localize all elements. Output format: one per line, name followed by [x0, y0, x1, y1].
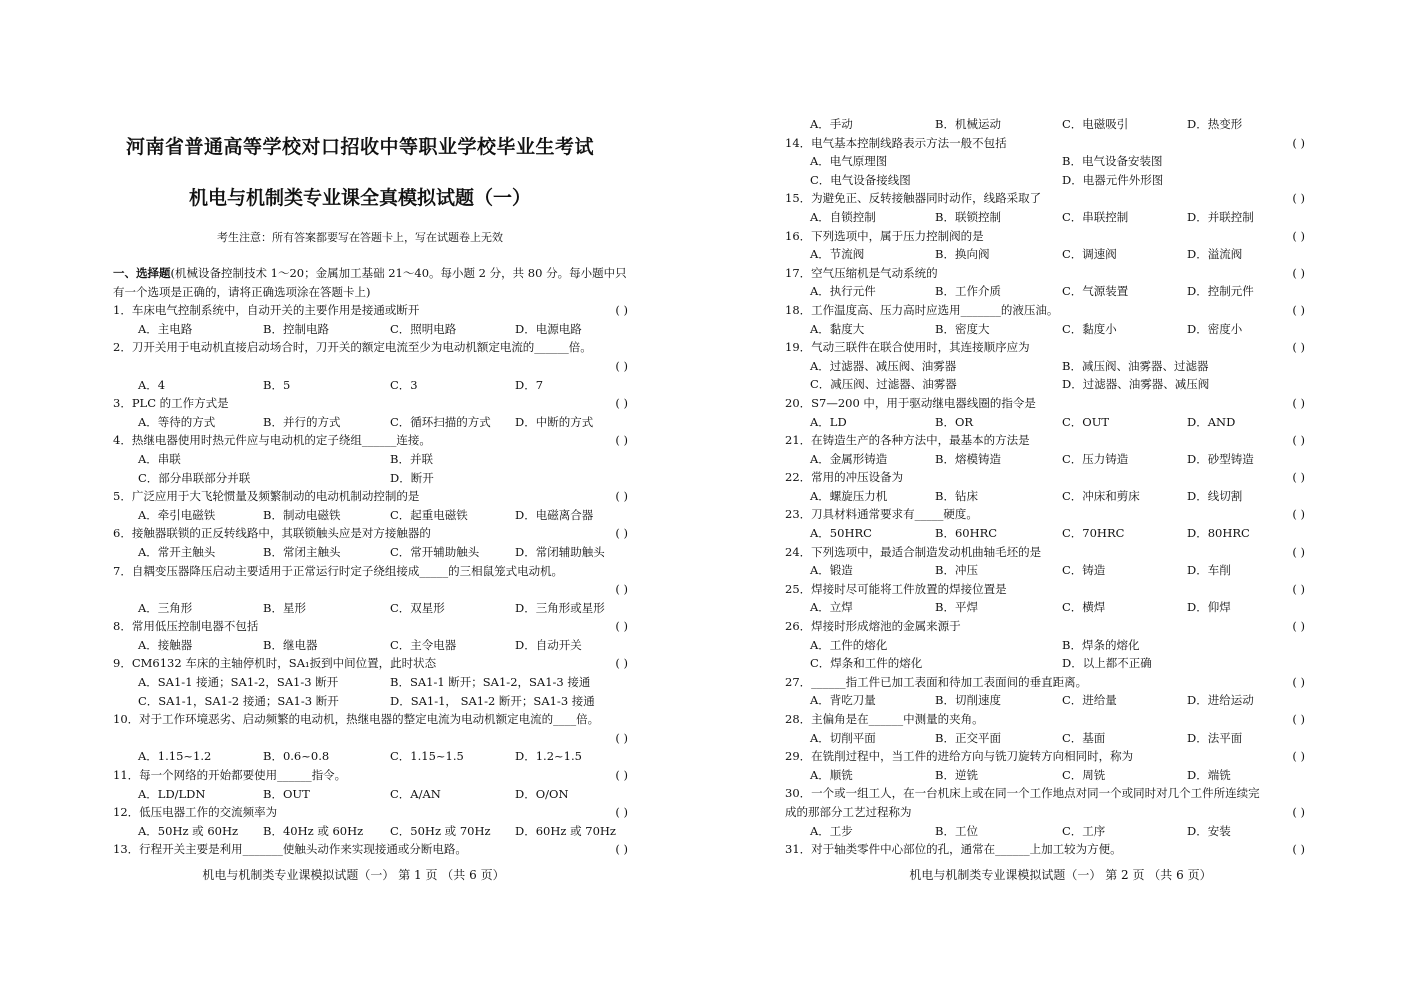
answer-bracket: ( ) [615, 619, 628, 634]
question-12-options [113, 822, 628, 841]
question-11-options [113, 785, 628, 804]
option-a: A．牵引电磁铁 [138, 507, 216, 522]
option-c: C．50Hz 或 70Hz [390, 823, 491, 838]
answer-bracket: ( ) [1292, 619, 1305, 634]
question-7 [113, 562, 628, 581]
option-d: D．80HRC [1187, 526, 1250, 541]
option-b: B．5 [263, 377, 291, 392]
option-d: D．1.2~1.5 [515, 749, 582, 764]
question-7-options [113, 599, 628, 618]
answer-bracket: ( ) [615, 842, 628, 857]
question-5-options [113, 506, 628, 525]
question-17 [785, 264, 1305, 283]
question-11 [113, 766, 628, 785]
option-b: B．工位 [935, 823, 978, 838]
question-text: 28．主偏角是在______中测量的夹角。 [785, 712, 984, 726]
option-c: C．气源装置 [1062, 284, 1129, 299]
question-13 [113, 840, 628, 859]
question-5 [113, 487, 628, 506]
question-text: 16．下列选项中，属于压力控制阀的是 [785, 228, 984, 243]
question-19-options-row1 [785, 357, 1305, 376]
answer-bracket: ( ) [1292, 191, 1305, 206]
question-12 [113, 803, 628, 822]
question-3-options [113, 413, 628, 432]
question-13-options [785, 115, 1305, 134]
option-c: C．循环扫描的方式 [390, 414, 491, 429]
question-15-options [785, 208, 1305, 227]
question-27-options [785, 691, 1305, 710]
question-14-options-row1 [785, 152, 1305, 171]
answer-bracket: ( ) [615, 768, 628, 783]
option-a: A．背吃刀量 [810, 693, 876, 708]
option-a: A．接触器 [138, 637, 193, 652]
answer-bracket: ( ) [1292, 842, 1305, 857]
option-d: D．AND [1187, 414, 1236, 429]
option-a: A．手动 [810, 117, 853, 131]
option-a: A．LD [810, 414, 847, 429]
option-b: B．减压阀、油雾器、过滤器 [1062, 358, 1209, 373]
option-b: B．工作介质 [935, 284, 1001, 299]
option-b: B．换向阀 [935, 247, 990, 262]
option-d: D．砂型铸造 [1187, 451, 1254, 466]
question-19 [785, 338, 1305, 357]
option-b: B．熔模铸造 [935, 451, 1001, 466]
option-b: B．电气设备安装图 [1062, 154, 1163, 169]
answer-bracket: ( ) [1292, 674, 1305, 689]
answer-bracket: ( ) [615, 358, 628, 373]
option-c: C．调速阀 [1062, 247, 1117, 262]
option-c: C．SA1-1，SA1-2 接通；SA1-3 断开 [138, 693, 339, 708]
option-b: B．密度大 [935, 321, 990, 336]
answer-bracket: ( ) [615, 805, 628, 820]
option-b: B．联锁控制 [935, 209, 1001, 224]
question-30 [785, 784, 1305, 803]
question-21-options [785, 450, 1305, 469]
option-d: D．三角形或星形 [515, 600, 605, 615]
question-text: 7．自耦变压器降压启动主要适用于正常运行时定子绕组接成_____的三相鼠笼式电动机。 [113, 563, 564, 578]
question-text: 4．热继电器使用时热元件应与电动机的定子绕组______连接。 [113, 433, 431, 448]
option-a: A．黏度大 [810, 321, 865, 336]
option-d: D．进给运动 [1187, 693, 1254, 708]
option-c: C．铸造 [1062, 563, 1106, 578]
option-a: A．切削平面 [810, 730, 876, 745]
question-24 [785, 543, 1305, 562]
answer-bracket: ( ) [1292, 804, 1305, 819]
question-28 [785, 710, 1305, 729]
answer-bracket: ( ) [1292, 340, 1305, 355]
exam-page-2 [707, 0, 1414, 999]
question-text: 21．在铸造生产的各种方法中，最基本的方法是 [785, 433, 1030, 448]
question-text: 2．刀开关用于电动机直接启动场合时，刀开关的额定电流至少为电动机额定电流的______倍。 [113, 340, 592, 355]
section-heading [113, 264, 628, 301]
option-a: A．常开主触头 [138, 544, 216, 559]
question-8 [113, 617, 628, 636]
exam-subtitle: 机电与机制类专业课全真模拟试题（一） [188, 187, 531, 209]
question-4 [113, 431, 628, 450]
option-c: C．电磁吸引 [1062, 117, 1129, 131]
option-a: A．串联 [138, 451, 181, 466]
option-b: B．常闭主触头 [263, 544, 341, 559]
option-c: C．OUT [1062, 414, 1110, 429]
answer-bracket: ( ) [1292, 544, 1305, 559]
option-c: C．主令电器 [390, 637, 457, 652]
question-10-options [113, 747, 628, 766]
option-d: D．常闭辅助触头 [515, 544, 605, 559]
option-d: D．仰焊 [1187, 600, 1231, 615]
answer-bracket: ( ) [615, 656, 628, 671]
question-list-page-2 [785, 115, 1305, 859]
section-title: 一、选择题 [113, 266, 171, 280]
answer-bracket: ( ) [615, 396, 628, 411]
option-b: B．OR [935, 414, 974, 429]
question-text: 19．气动三联件在联合使用时，其连接顺序应为 [785, 340, 1030, 355]
question-23-options [785, 524, 1305, 543]
option-c: C．串联控制 [1062, 209, 1129, 224]
option-d: D．断开 [390, 470, 434, 485]
question-10 [113, 710, 628, 729]
option-c: C．常开辅助触头 [390, 544, 480, 559]
option-a: A．螺旋压力机 [810, 488, 888, 503]
option-a: A．4 [138, 377, 166, 392]
option-b: B．平焊 [935, 600, 978, 615]
option-a: A．节流阀 [810, 247, 865, 262]
option-b: B．焊条的熔化 [1062, 637, 1140, 652]
answer-bracket: ( ) [1292, 507, 1305, 522]
question-list-page-1 [113, 264, 628, 859]
question-7-bracket-line [113, 580, 628, 599]
option-a: A．1.15~1.2 [138, 749, 212, 764]
question-text: 15．为避免正、反转接触器同时动作，线路采取了 [785, 191, 1042, 206]
question-18 [785, 301, 1305, 320]
question-20 [785, 394, 1305, 413]
option-b: B．钻床 [935, 488, 978, 503]
option-b: B．制动电磁铁 [263, 507, 341, 522]
option-d: D．60Hz 或 70Hz [515, 823, 616, 838]
option-d: D．自动开关 [515, 637, 582, 652]
question-9-options-row2 [113, 692, 628, 711]
option-d: D．电磁离合器 [515, 507, 594, 522]
question-29-options [785, 766, 1305, 785]
option-a: A．立焊 [810, 600, 853, 615]
option-a: A．等待的方式 [138, 414, 216, 429]
option-c: C．基面 [1062, 730, 1106, 745]
answer-bracket: ( ) [615, 730, 628, 745]
option-c: C．70HRC [1062, 526, 1125, 541]
question-text: 5．广泛应用于大飞轮惯量及频繁制动的电动机制动控制的是 [113, 489, 420, 504]
question-31 [785, 840, 1305, 859]
question-text: 9．CM6132 车床的主轴停机时，SA₁扳到中间位置，此时状态 [113, 656, 437, 671]
question-6 [113, 524, 628, 543]
option-c: C．电气设备接线图 [810, 172, 911, 187]
answer-bracket: ( ) [1292, 135, 1305, 150]
question-text: 23．刀具材料通常要求有_____硬度。 [785, 507, 978, 522]
question-4-options-row1 [113, 450, 628, 469]
question-27 [785, 673, 1305, 692]
question-text: 成的那部分工艺过程称为 [785, 804, 912, 819]
option-c: C．周铣 [1062, 767, 1106, 782]
option-b: B．机械运动 [935, 117, 1001, 131]
option-a: A．LD/LDN [138, 786, 206, 801]
question-text: 18．工作温度高、压力高时应选用_______的液压油。 [785, 302, 1059, 317]
question-text: 14．电气基本控制线路表示方法一般不包括 [785, 135, 1007, 150]
option-d: D．电器元件外形图 [1062, 172, 1164, 187]
option-b: B．并联 [390, 451, 433, 466]
candidate-notice: 考生注意：所有答案都要写在答题卡上，写在试题卷上无效 [217, 231, 503, 244]
answer-bracket: ( ) [1292, 581, 1305, 596]
question-30-continued [785, 803, 1305, 822]
option-d: D．车削 [1187, 563, 1231, 578]
answer-bracket: ( ) [1292, 470, 1305, 485]
question-text: 6．接触器联锁的正反转线路中，其联锁触头应是对方接触器的 [113, 526, 431, 541]
answer-bracket: ( ) [615, 303, 628, 318]
question-8-options [113, 636, 628, 655]
question-25 [785, 580, 1305, 599]
question-text: 31．对于轴类零件中心部位的孔，通常在______上加工较为方便。 [785, 842, 1122, 857]
question-24-options [785, 561, 1305, 580]
question-28-options [785, 729, 1305, 748]
option-c: C．A/AN [390, 786, 441, 801]
question-text: 8．常用低压控制电器不包括 [113, 619, 259, 634]
question-text: 10．对于工作环境恶劣、启动频繁的电动机，热继电器的整定电流为电动机额定电流的____倍。 [113, 712, 600, 727]
option-d: D．溢流阀 [1187, 247, 1243, 262]
option-b: B．0.6~0.8 [263, 749, 330, 764]
question-16 [785, 227, 1305, 246]
answer-bracket: ( ) [1292, 749, 1305, 764]
option-a: A．工件的熔化 [810, 637, 888, 652]
option-c: C．冲床和剪床 [1062, 488, 1140, 503]
option-b: B．OUT [263, 786, 310, 801]
question-2-bracket-line [113, 357, 628, 376]
question-21 [785, 431, 1305, 450]
page-footer: 机电与机制类专业课模拟试题（一） 第 1 页 （共 6 页） [202, 868, 505, 882]
question-9-options-row1 [113, 673, 628, 692]
question-22-options [785, 487, 1305, 506]
question-10-bracket-line [113, 729, 628, 748]
question-text: 29．在铣削过程中，当工件的进给方向与铣刀旋转方向相同时，称为 [785, 749, 1134, 764]
option-d: D．电源电路 [515, 321, 582, 336]
option-a: A．工步 [810, 823, 853, 838]
answer-bracket: ( ) [615, 526, 628, 541]
option-c: C．3 [390, 377, 418, 392]
question-16-options [785, 245, 1305, 264]
question-22 [785, 468, 1305, 487]
question-text: 12．低压电器工作的交流频率为 [113, 805, 278, 820]
option-d: D．法平面 [1187, 730, 1243, 745]
question-15 [785, 189, 1305, 208]
option-b: B．逆铣 [935, 767, 978, 782]
option-a: A．主电路 [138, 321, 193, 336]
option-b: B．正交平面 [935, 730, 1001, 745]
option-a: A．锻造 [810, 563, 853, 578]
option-c: C．部分串联部分并联 [138, 470, 251, 485]
option-d: D．O/ON [515, 786, 569, 801]
option-d: D．控制元件 [1187, 284, 1254, 299]
answer-bracket: ( ) [1292, 433, 1305, 448]
option-d: D．过滤器、油雾器、减压阀 [1062, 377, 1210, 392]
option-c: C．减压阀、过滤器、油雾器 [810, 377, 957, 392]
answer-bracket: ( ) [1292, 228, 1305, 243]
option-d: D．并联控制 [1187, 209, 1254, 224]
question-25-options [785, 598, 1305, 617]
option-a: A．电气原理图 [810, 154, 888, 169]
question-3 [113, 394, 628, 413]
option-b: B．继电器 [263, 637, 318, 652]
option-a: A．50Hz 或 60Hz [138, 823, 239, 838]
option-d: D．中断的方式 [515, 414, 594, 429]
question-26 [785, 617, 1305, 636]
option-d: D．7 [515, 377, 544, 392]
option-c: C．黏度小 [1062, 321, 1117, 336]
question-30-options [785, 822, 1305, 841]
option-a: A．金属形铸造 [810, 451, 888, 466]
question-14 [785, 134, 1305, 153]
option-b: B．SA1-1 断开；SA1-2，SA1-3 接通 [390, 675, 591, 690]
answer-bracket: ( ) [1292, 395, 1305, 410]
question-text: 20．S7—200 中，用于驱动继电器线圈的指令是 [785, 395, 1036, 410]
question-14-options-row2 [785, 171, 1305, 190]
question-20-options [785, 413, 1305, 432]
question-19-options-row2 [785, 375, 1305, 394]
question-text: 27．______指工件已加工表面和待加工表面间的垂直距离。 [785, 674, 1088, 689]
question-9 [113, 654, 628, 673]
option-d: D．线切割 [1187, 488, 1243, 503]
question-2-options [113, 376, 628, 395]
answer-bracket: ( ) [1292, 265, 1305, 280]
option-c: C．进给量 [1062, 693, 1117, 708]
question-text: 22．常用的冲压设备为 [785, 470, 904, 485]
question-text: 26．焊接时形成熔池的金属来源于 [785, 619, 961, 634]
option-a: A．SA1-1 接通；SA1-2，SA1-3 断开 [138, 675, 339, 690]
question-26-options-row2 [785, 654, 1305, 673]
option-d: D．安装 [1187, 823, 1231, 838]
answer-bracket: ( ) [1292, 302, 1305, 317]
option-c: C．横焊 [1062, 600, 1106, 615]
option-b: B．切削速度 [935, 693, 1001, 708]
option-b: B．冲压 [935, 563, 978, 578]
option-d: D．以上都不正确 [1062, 656, 1152, 671]
option-a: A．顺铣 [810, 767, 853, 782]
question-18-options [785, 320, 1305, 339]
option-b: B．60HRC [935, 526, 998, 541]
question-text: 3．PLC 的工作方式是 [113, 396, 229, 411]
option-c: C．起重电磁铁 [390, 507, 468, 522]
answer-bracket: ( ) [1292, 712, 1305, 726]
answer-bracket: ( ) [615, 433, 628, 448]
question-23 [785, 505, 1305, 524]
question-text: 25．焊接时尽可能将工件放置的焊接位置是 [785, 581, 1007, 596]
option-c: C．焊条和工件的熔化 [810, 656, 923, 671]
option-d: D．SA1-1， SA1-2 断开；SA1-3 接通 [390, 693, 595, 708]
question-2 [113, 338, 628, 357]
option-c: C．照明电路 [390, 321, 457, 336]
section-instructions: (机械设备控制技术 1～20；金属加工基础 21～40。每小题 2 分，共 80 分。每小题中只有一个选项是正确的，请将正确选项涂在答题卡上) [113, 266, 627, 299]
option-d: D．端铣 [1187, 767, 1231, 782]
option-a: A．执行元件 [810, 284, 876, 299]
option-b: B．控制电路 [263, 321, 329, 336]
option-a: A．50HRC [810, 526, 872, 541]
question-26-options-row1 [785, 636, 1305, 655]
option-d: D．密度小 [1187, 321, 1243, 336]
page-footer: 机电与机制类专业课模拟试题（一） 第 2 页 （共 6 页） [909, 868, 1212, 882]
question-text: 17．空气压缩机是气动系统的 [785, 265, 938, 280]
option-b: B．星形 [263, 600, 306, 615]
question-text: 30．一个或一组工人，在一台机床上或在同一个工作地点对同一个或同时对几个工件所连续完 [785, 786, 1260, 801]
question-1-options [113, 320, 628, 339]
option-a: A．三角形 [138, 600, 193, 615]
answer-bracket: ( ) [615, 489, 628, 504]
question-29 [785, 747, 1305, 766]
option-c: C．压力铸造 [1062, 451, 1129, 466]
option-b: B．并行的方式 [263, 414, 341, 429]
option-c: C．双星形 [390, 600, 445, 615]
question-17-options [785, 282, 1305, 301]
question-text: 1．车床电气控制系统中，自动开关的主要作用是接通或断开 [113, 303, 420, 318]
option-b: B．40Hz 或 60Hz [263, 823, 364, 838]
option-d: D．热变形 [1187, 117, 1243, 131]
question-text: 11．每一个网络的开始都要使用______指令。 [113, 768, 347, 783]
exam-title: 河南省普通高等学校对口招收中等职业学校毕业生考试 [125, 136, 594, 158]
answer-bracket: ( ) [615, 582, 628, 597]
question-text: 24．下列选项中，最适合制造发动机曲轴毛坯的是 [785, 544, 1042, 559]
question-4-options-row2 [113, 469, 628, 488]
question-text: 13．行程开关主要是利用_______使触头动作来实现接通或分断电路。 [113, 842, 467, 857]
question-1 [113, 301, 628, 320]
option-a: A．自锁控制 [810, 209, 876, 224]
question-6-options [113, 543, 628, 562]
option-c: C．工序 [1062, 823, 1106, 838]
option-c: C．1.15~1.5 [390, 749, 464, 764]
option-a: A．过滤器、减压阀、油雾器 [810, 358, 957, 373]
